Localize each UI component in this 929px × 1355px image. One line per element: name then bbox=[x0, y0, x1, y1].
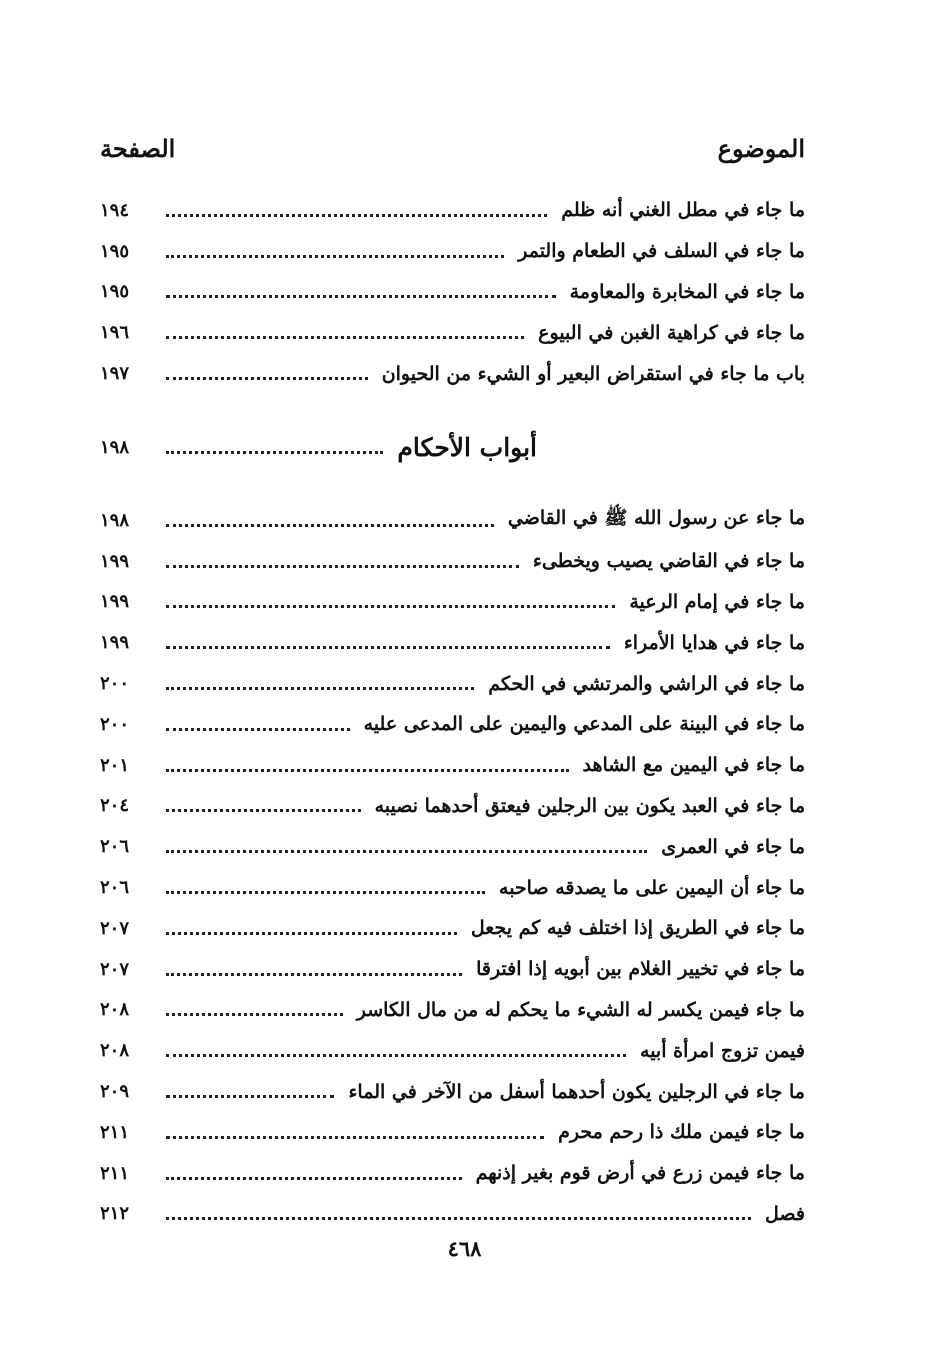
toc-entry-page: ١٩٥ bbox=[100, 240, 130, 262]
dot-leader bbox=[166, 769, 569, 772]
toc-entry-page: ٢٠٧ bbox=[100, 958, 130, 980]
toc-entry-title: ما جاء في العمرى bbox=[647, 836, 805, 858]
toc-entry bbox=[100, 500, 805, 541]
page-column-label: الصفحة bbox=[100, 133, 176, 163]
toc-entry-title: ما جاء أن اليمين على ما يصدقه صاحبه bbox=[485, 877, 805, 899]
toc-entry-page: ٢٠٩ bbox=[100, 1081, 130, 1103]
toc-entry bbox=[100, 745, 805, 786]
page-number: ٤٦٨ bbox=[447, 1236, 482, 1261]
toc-entry-title: ما جاء في تخيير الغلام بين أبويه إذا افترقا bbox=[462, 958, 805, 980]
toc-entry-page: ١٩٤ bbox=[100, 199, 130, 221]
toc-entry-page: ١٩٩ bbox=[100, 632, 130, 654]
toc-entry-page: ١٩٩ bbox=[100, 550, 130, 572]
toc-entry bbox=[100, 1194, 805, 1235]
toc-entry-title: ما جاء في البينة على المدعي واليمين على المدعى عليه bbox=[350, 713, 805, 735]
dot-leader bbox=[166, 850, 647, 853]
toc-entry bbox=[100, 663, 805, 704]
dot-leader bbox=[166, 1095, 334, 1098]
toc-entry-title: ما جاء فيمن ملك ذا رحم محرم bbox=[544, 1121, 805, 1143]
toc-entry-page: ٢١١ bbox=[100, 1121, 130, 1143]
dot-leader bbox=[166, 336, 524, 339]
toc-entry-page: ٢٠٨ bbox=[100, 1040, 130, 1062]
toc-entry-title: باب ما جاء في استقراض البعير أو الشيء من الحيوان bbox=[368, 363, 805, 385]
spacer bbox=[100, 394, 805, 418]
dot-leader bbox=[166, 377, 368, 380]
table-of-contents bbox=[100, 190, 805, 1234]
spacer bbox=[100, 478, 805, 500]
toc-entry bbox=[100, 949, 805, 990]
toc-entry bbox=[100, 622, 805, 663]
toc-entry-page: ٢١٢ bbox=[100, 1203, 130, 1225]
toc-entry-title: ما جاء في الرجلين يكون أحدهما أسفل من الآخر في الماء bbox=[334, 1081, 805, 1103]
toc-entry bbox=[100, 582, 805, 623]
toc-entry bbox=[100, 1153, 805, 1194]
toc-entry-title: ما جاء فيمن زرع في أرض قوم بغير إذنهم bbox=[462, 1162, 805, 1184]
toc-entry-page: ٢٠٦ bbox=[100, 836, 130, 858]
toc-entry-title: ما جاء فيمن يكسر له الشيء ما يحكم له من مال الكاسر bbox=[343, 999, 805, 1021]
toc-entry-title: ما جاء في هدايا الأمراء bbox=[610, 632, 805, 654]
toc-entry bbox=[100, 353, 805, 394]
toc-entry-page: ٢٠٠ bbox=[100, 673, 130, 695]
dot-leader bbox=[166, 687, 474, 690]
toc-entry-title: ما جاء في المخابرة والمعاومة bbox=[556, 281, 805, 303]
toc-entry bbox=[100, 541, 805, 582]
dot-leader bbox=[166, 1054, 626, 1057]
toc-entry-title: ما جاء في اليمين مع الشاهد bbox=[569, 754, 806, 776]
toc-entry bbox=[100, 786, 805, 827]
toc-entry-page: ١٩٦ bbox=[100, 322, 130, 344]
toc-entry bbox=[100, 190, 805, 231]
dot-leader bbox=[166, 255, 504, 258]
toc-entry bbox=[100, 704, 805, 745]
toc-entry-page: ١٩٨ bbox=[100, 509, 130, 531]
toc-entry-title: ما جاء في القاضي يصيب ويخطىء bbox=[519, 550, 805, 572]
toc-header bbox=[100, 128, 805, 168]
dot-leader bbox=[166, 1013, 343, 1016]
dot-leader bbox=[166, 1136, 544, 1139]
dot-leader bbox=[166, 295, 556, 298]
dot-leader bbox=[166, 646, 610, 649]
toc-entry-title: ما جاء في الراشي والمرتشي في الحكم bbox=[474, 673, 805, 695]
toc-entry bbox=[100, 231, 805, 272]
toc-entry-page: ١٩٧ bbox=[100, 363, 130, 385]
toc-entry bbox=[100, 826, 805, 867]
toc-entry-page: ٢٠٤ bbox=[100, 795, 130, 817]
dot-leader bbox=[166, 524, 494, 527]
dot-leader bbox=[166, 891, 485, 894]
toc-entry-title: فصل bbox=[751, 1203, 805, 1225]
toc-entry-title: ما جاء في الطريق إذا اختلف فيه كم يجعل bbox=[457, 917, 805, 939]
toc-entry-title: ما جاء عن رسول الله ﷺ في القاضي bbox=[494, 506, 805, 534]
section-page: ١٩٨ bbox=[100, 437, 130, 459]
toc-entry-title: فيمن تزوج امرأة أبيه bbox=[626, 1040, 805, 1062]
toc-entry bbox=[100, 867, 805, 908]
toc-entry bbox=[100, 1071, 805, 1112]
section-title: أبواب الأحكام bbox=[383, 433, 537, 462]
topic-column-label: الموضوع bbox=[717, 133, 805, 163]
toc-entry-title: ما جاء في إمام الرعية bbox=[615, 591, 805, 613]
dot-leader bbox=[166, 605, 615, 608]
toc-entry-page: ٢١١ bbox=[100, 1162, 130, 1184]
dot-leader bbox=[166, 214, 547, 217]
toc-entry-title: ما جاء في العبد يكون بين الرجلين فيعتق أحدهما نصيبه bbox=[361, 795, 805, 817]
dot-leader bbox=[166, 932, 457, 935]
toc-entry-title: ما جاء في السلف في الطعام والتمر bbox=[504, 240, 805, 262]
toc-entry bbox=[100, 1030, 805, 1071]
dot-leader bbox=[166, 809, 361, 812]
toc-entry bbox=[100, 908, 805, 949]
toc-entry-title: ما جاء في كراهية الغبن في البيوع bbox=[524, 322, 805, 344]
toc-entry-page: ٢٠١ bbox=[100, 754, 130, 776]
dot-leader bbox=[166, 973, 462, 976]
toc-entry-page: ٢٠٠ bbox=[100, 713, 130, 735]
toc-entry-page: ٢٠٧ bbox=[100, 917, 130, 939]
toc-section-heading bbox=[100, 418, 805, 478]
toc-entry-page: ٢٠٨ bbox=[100, 999, 130, 1021]
toc-entry bbox=[100, 272, 805, 313]
toc-entry bbox=[100, 990, 805, 1031]
dot-leader bbox=[166, 565, 519, 568]
toc-entry bbox=[100, 312, 805, 353]
toc-entry-title: ما جاء في مطل الغني أنه ظلم bbox=[547, 199, 805, 221]
toc-entry-page: ٢٠٦ bbox=[100, 877, 130, 899]
dot-leader bbox=[166, 1217, 751, 1220]
toc-entry-page: ١٩٥ bbox=[100, 281, 130, 303]
dot-leader bbox=[166, 728, 350, 731]
dot-leader bbox=[166, 1177, 462, 1180]
toc-entry bbox=[100, 1112, 805, 1153]
toc-entry-page: ١٩٩ bbox=[100, 591, 130, 613]
dot-leader bbox=[166, 451, 383, 454]
